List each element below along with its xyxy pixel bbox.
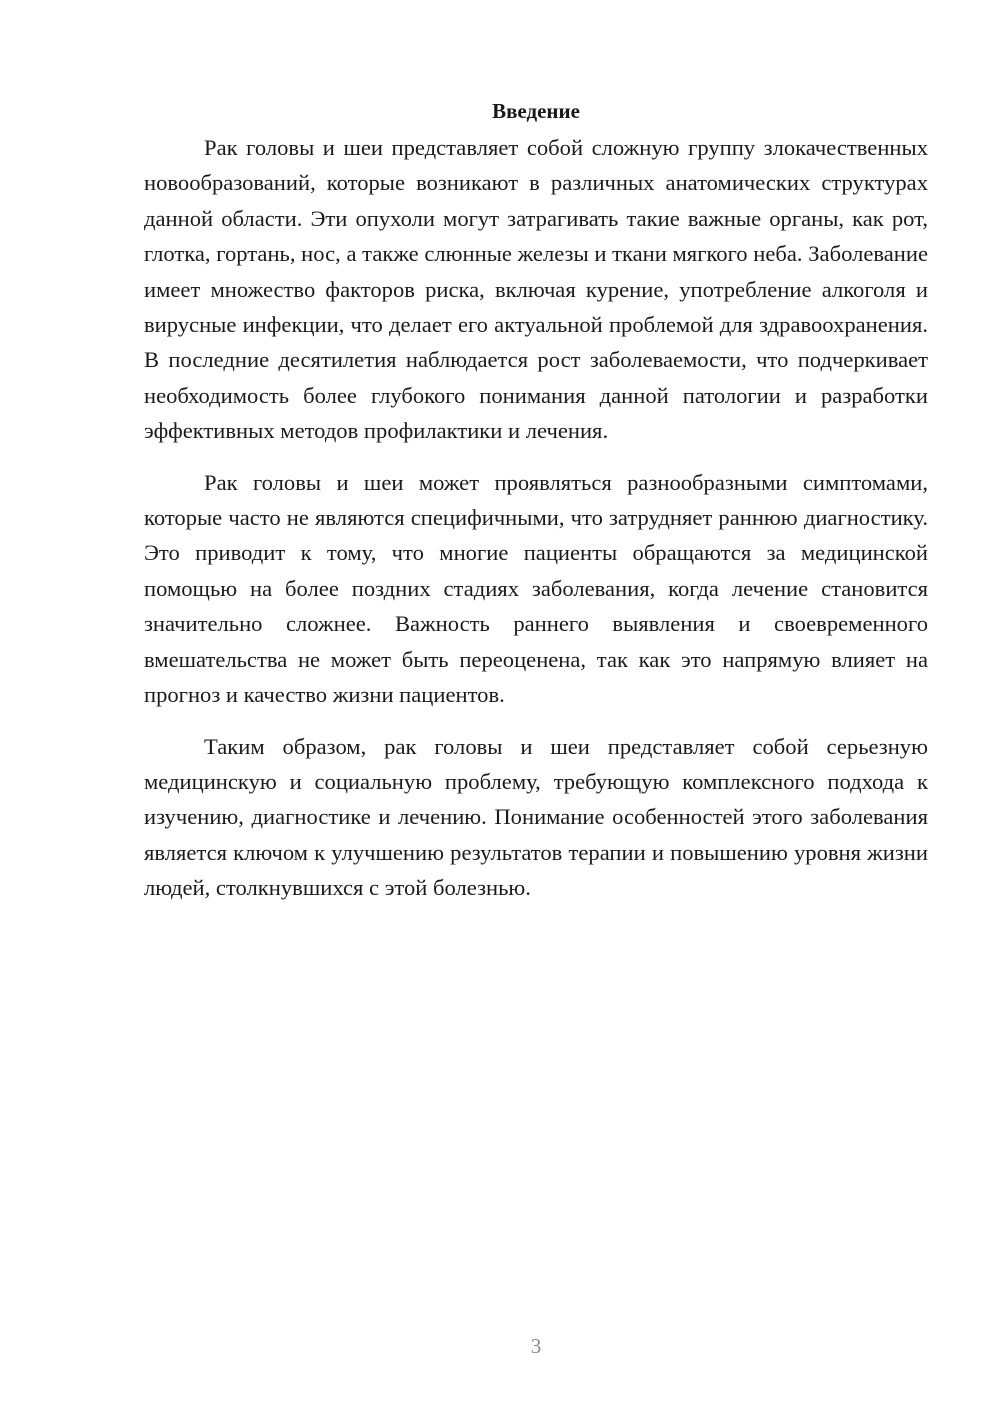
paragraph-3: Таким образом, рак головы и шеи представляет собой серьезную медицинскую и социальную проблему, требующую комплексного подхода к изучению, диагностике и лечению. Понимание особенностей этого заболевания является ключом к улучшению результатов терапии и повышению уровня жизни людей, столкнувшихся с этой болезнью. xyxy=(144,733,928,901)
page-number: 3 xyxy=(530,1334,542,1358)
page-content xyxy=(144,96,928,922)
section-heading: Введение xyxy=(492,99,580,123)
paragraph-1: Рак головы и шеи представляет собой сложную группу злокачественных новообразований, которые возникают в различных анатомических структурах данной области. Эти опухоли могут затрагивать такие важные органы, как рот, глотка, гортань, нос, а также слюнные железы и ткани мягкого неба. Заболевание имеет множество факторов риска, включая курение, употребление алкоголя и вирусные инфекции, что делает его актуальной проблемой для здравоохранения. В последние десятилетия наблюдается рост заболеваемости, что подчеркивает необходимость более глубокого понимания данной патологии и разработки эффективных методов профилактики и лечения. xyxy=(144,135,928,444)
paragraph-2: Рак головы и шеи может проявляться разнообразными симптомами, которые часто не являются специфичными, что затрудняет раннюю диагностику. Это приводит к тому, что многие пациенты обращаются за медицинской помощью на более поздних стадиях заболевания, когда лечение становится значительно сложнее. Важность раннего выявления и своевременного вмешательства не может быть переоценена, так как это напрямую влияет на прогноз и качество жизни пациентов. xyxy=(144,469,928,708)
